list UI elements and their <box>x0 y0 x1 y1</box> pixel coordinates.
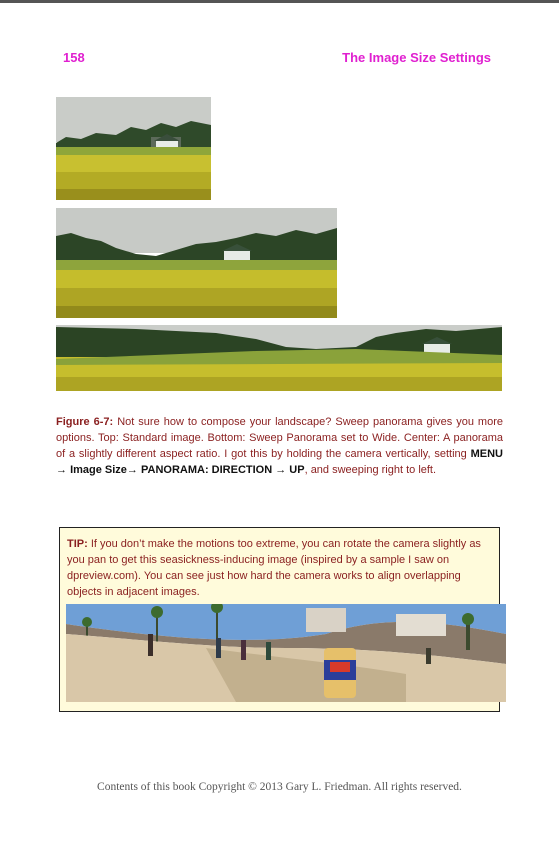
center-panorama-photo <box>56 208 337 318</box>
cmd-up: UP <box>289 464 305 476</box>
figure-label: Figure 6-7: <box>56 416 114 428</box>
tip-label: TIP: <box>67 538 88 550</box>
figure-caption <box>56 414 503 478</box>
top-rule <box>0 0 559 3</box>
beach-panorama-photo <box>66 604 506 702</box>
section-title: The Image Size Settings <box>342 50 491 65</box>
arrow-2: → <box>126 464 138 476</box>
figure-text: Not sure how to compose your landscape? Sweep panorama gives you more options. Top: Standard image. Bottom: Sweep Panorama set to Wide. Center: A panorama of a slightly different aspect ratio. I got this by holding the camera vertically, setting <box>56 416 503 460</box>
cmd-image-size: Image Size <box>70 464 127 476</box>
tip-text <box>67 536 493 600</box>
cmd-panorama-direction: PANORAMA: DIRECTION <box>140 464 273 476</box>
cmd-menu: MENU <box>470 448 503 460</box>
wide-sweep-panorama-photo <box>56 325 502 391</box>
copyright-footer: Contents of this book Copyright © 2013 Gary L. Friedman. All rights reserved. <box>97 781 462 793</box>
page-number: 158 <box>63 50 85 65</box>
standard-landscape-photo <box>56 97 211 200</box>
arrow-1: → <box>56 464 67 476</box>
arrow-3: → <box>275 464 287 476</box>
figure-text-end: , and sweeping right to left. <box>304 464 437 476</box>
tip-body: If you don’t make the motions too extreme, you can rotate the camera slightly as you pan to get this seasickness-inducing image (inspired by a sample I saw on dpreview.com). You can see just how hard the camera works to align overlapping objects in adjacent images. <box>67 538 481 598</box>
